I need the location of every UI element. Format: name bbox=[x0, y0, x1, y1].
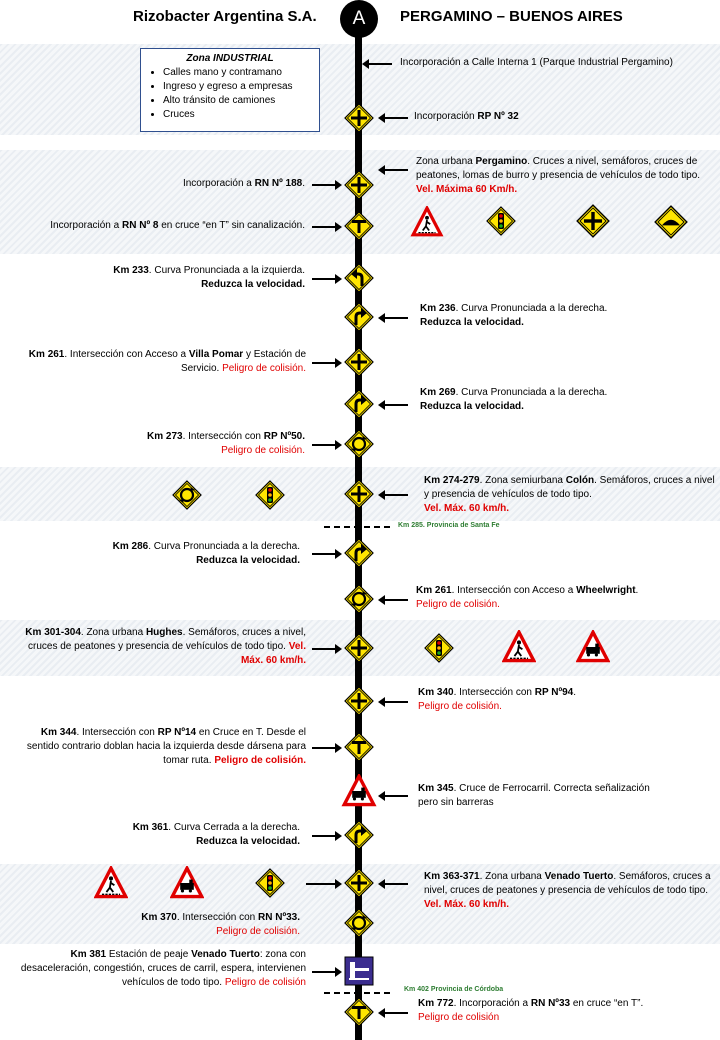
zone-box-title: Zona INDUSTRIAL bbox=[186, 53, 274, 64]
curve-right-sign-icon bbox=[344, 538, 374, 568]
arrow-right-icon bbox=[312, 553, 336, 555]
roundabout-sign-icon bbox=[172, 480, 202, 510]
pedestrian-crossing-sign-icon bbox=[502, 630, 536, 664]
traffic-light-sign-icon bbox=[424, 633, 454, 663]
entry-km344: Km 344. Intersección con RP Nº14 en Cruce en T. Desde el sentido contrario doblan hacia la izquierda desde dársena para tomar ruta. Peligro de colisión. bbox=[26, 727, 306, 766]
province-boundary bbox=[324, 526, 390, 528]
entry-km233: Km 233. Curva Pronunciada a la izquierda. Reduzca la velocidad. bbox=[113, 265, 305, 290]
t-junction-sign-icon bbox=[344, 997, 374, 1027]
roundabout-sign-icon bbox=[344, 584, 374, 614]
pedestrian-crossing-sign-icon bbox=[410, 206, 444, 238]
entry-km261-wheelwright: Km 261. Intersección con Acceso a Wheelwright. Peligro de colisión. bbox=[416, 585, 639, 610]
roundabout-sign-icon bbox=[344, 908, 374, 938]
crossroad-sign-icon bbox=[344, 633, 374, 663]
entry-rp32: Incorporación RP Nº 32 bbox=[414, 111, 519, 122]
crossroad-sign-icon bbox=[344, 103, 374, 133]
entry-km274-colon: Km 274-279. Zona semiurbana Colón. Semáforos, cruces a nivel y presencia de vehículos de todo tipo. Vel. Máx. 60 km/h. bbox=[424, 475, 715, 514]
curve-right-sign-icon bbox=[344, 389, 374, 419]
province-cordoba-label: Km 402 Provincia de Córdoba bbox=[404, 986, 504, 993]
arrow-right-icon bbox=[312, 648, 336, 650]
arrow-right-icon bbox=[312, 184, 336, 186]
entry-pergamino-zone: Zona urbana Pergamino. Cruces a nivel, semáforos, cruces de peatones, lomas de burro y presencia de vehículos de todo tipo. Vel. Máxima 60 Km/h. bbox=[416, 156, 701, 195]
crossroad-sign-icon bbox=[344, 170, 374, 200]
arrow-left-icon bbox=[384, 599, 408, 601]
t-junction-sign-icon bbox=[344, 732, 374, 762]
entry-km269: Km 269. Curva Pronunciada a la derecha. Reduzca la velocidad. bbox=[420, 387, 608, 412]
entry-km370: Km 370. Intersección con RN Nº33. Peligro de colisión. bbox=[141, 912, 300, 937]
entry-km772: Km 772. Incorporación a RN Nº33 en cruce “en T”. Peligro de colisión bbox=[418, 998, 644, 1023]
curve-left-sign-icon bbox=[344, 263, 374, 293]
roundabout-sign-icon bbox=[344, 429, 374, 459]
arrow-left-icon bbox=[384, 117, 408, 119]
entry-km340: Km 340. Intersección con RP Nº94. Peligro de colisión. bbox=[418, 687, 577, 712]
province-santa-fe-label: Km 285. Provincia de Santa Fe bbox=[398, 522, 500, 529]
arrow-right-icon bbox=[312, 747, 336, 749]
t-junction-sign-icon bbox=[344, 211, 374, 241]
arrow-right-icon bbox=[312, 971, 336, 973]
entry-rn188: Incorporación a RN Nº 188. bbox=[182, 178, 305, 189]
arrow-right-icon bbox=[312, 444, 336, 446]
crossroad-sign-icon bbox=[344, 347, 374, 377]
zone-item: • Calles mano y contramano bbox=[163, 66, 311, 80]
railway-crossing-sign-icon bbox=[341, 774, 377, 808]
crossroad-sign-icon bbox=[344, 868, 374, 898]
zone-item: • Ingreso y egreso a empresas bbox=[163, 80, 311, 94]
arrow-right-icon bbox=[312, 835, 336, 837]
entry-km261-villa-pomar: Km 261. Intersección con Acceso a Villa Pomar y Estación de Servicio. Peligro de colisión. bbox=[28, 349, 306, 374]
curve-right-sign-icon bbox=[344, 302, 374, 332]
crossroad-sign-icon bbox=[344, 479, 374, 509]
pedestrian-crossing-sign-icon bbox=[94, 866, 128, 900]
zone-item: • Alto tránsito de camiones bbox=[163, 94, 311, 108]
entry-calle-interna: Incorporación a Calle Interna 1 (Parque Industrial Pergamino) bbox=[400, 57, 673, 68]
arrow-right-icon bbox=[312, 226, 336, 228]
arrow-left-icon bbox=[384, 1012, 408, 1014]
route-title: PERGAMINO – BUENOS AIRES bbox=[400, 8, 623, 25]
traffic-light-sign-icon bbox=[255, 868, 285, 898]
arrow-left-icon bbox=[384, 317, 408, 319]
arrow-left-icon bbox=[384, 404, 408, 406]
curve-right-sign-icon bbox=[344, 820, 374, 850]
arrow-left-icon bbox=[384, 701, 408, 703]
company-title: Rizobacter Argentina S.A. bbox=[133, 8, 317, 25]
entry-km363-venado-tuerto: Km 363-371. Zona urbana Venado Tuerto. Semáforos, cruces a nivel, cruces de peatones y presencia de vehículos de todo tipo. Vel. Máx. 60 km/h. bbox=[424, 871, 711, 910]
entry-km301-hughes: Km 301-304. Zona urbana Hughes. Semáforos, cruces a nivel, cruces de peatones y presencia de vehículos de todo tipo. Vel. Máx. 60 km/h. bbox=[25, 627, 306, 666]
traffic-light-sign-icon bbox=[486, 206, 516, 236]
toll-station-sign-icon bbox=[344, 956, 374, 986]
entry-rn8: Incorporación a RN Nº 8 en cruce “en T” sin canalización. bbox=[50, 220, 305, 231]
railway-crossing-sign-icon bbox=[170, 866, 204, 900]
entry-km361: Km 361. Curva Cerrada a la derecha. Reduzca la velocidad. bbox=[132, 822, 300, 847]
zone-item: • Cruces bbox=[163, 108, 311, 122]
arrow-left-icon bbox=[384, 883, 408, 885]
entry-km286: Km 286. Curva Pronunciada a la derecha. Reduzca la velocidad. bbox=[112, 541, 300, 566]
start-marker: A bbox=[340, 0, 378, 38]
speed-bump-sign-icon bbox=[654, 205, 688, 239]
arrow-left-icon bbox=[384, 494, 408, 496]
arrow-left-icon bbox=[384, 169, 408, 171]
crossroad-sign-icon bbox=[344, 686, 374, 716]
crossroad-sign-icon bbox=[576, 204, 610, 238]
arrow-left-icon bbox=[368, 63, 392, 65]
arrow-right-icon bbox=[312, 362, 336, 364]
entry-km236: Km 236. Curva Pronunciada a la derecha. Reduzca la velocidad. bbox=[420, 303, 608, 328]
arrow-right-icon bbox=[312, 278, 336, 280]
arrow-right-icon bbox=[306, 883, 336, 885]
traffic-light-sign-icon bbox=[255, 480, 285, 510]
entry-km273: Km 273. Intersección con RP Nº50. Peligro de colisión. bbox=[147, 431, 305, 456]
arrow-left-icon bbox=[384, 795, 408, 797]
railway-crossing-sign-icon bbox=[576, 630, 610, 664]
entry-km345: Km 345. Cruce de Ferrocarril. Correcta señalización pero sin barreras bbox=[418, 783, 650, 808]
province-boundary bbox=[324, 992, 390, 994]
entry-km381-toll: Km 381 Estación de peaje Venado Tuerto: zona con desaceleración, congestión, cruces de carril, espera, intervienen vehículos de todo tipo. Peligro de colisión bbox=[20, 949, 306, 988]
industrial-zone-box bbox=[140, 48, 320, 132]
